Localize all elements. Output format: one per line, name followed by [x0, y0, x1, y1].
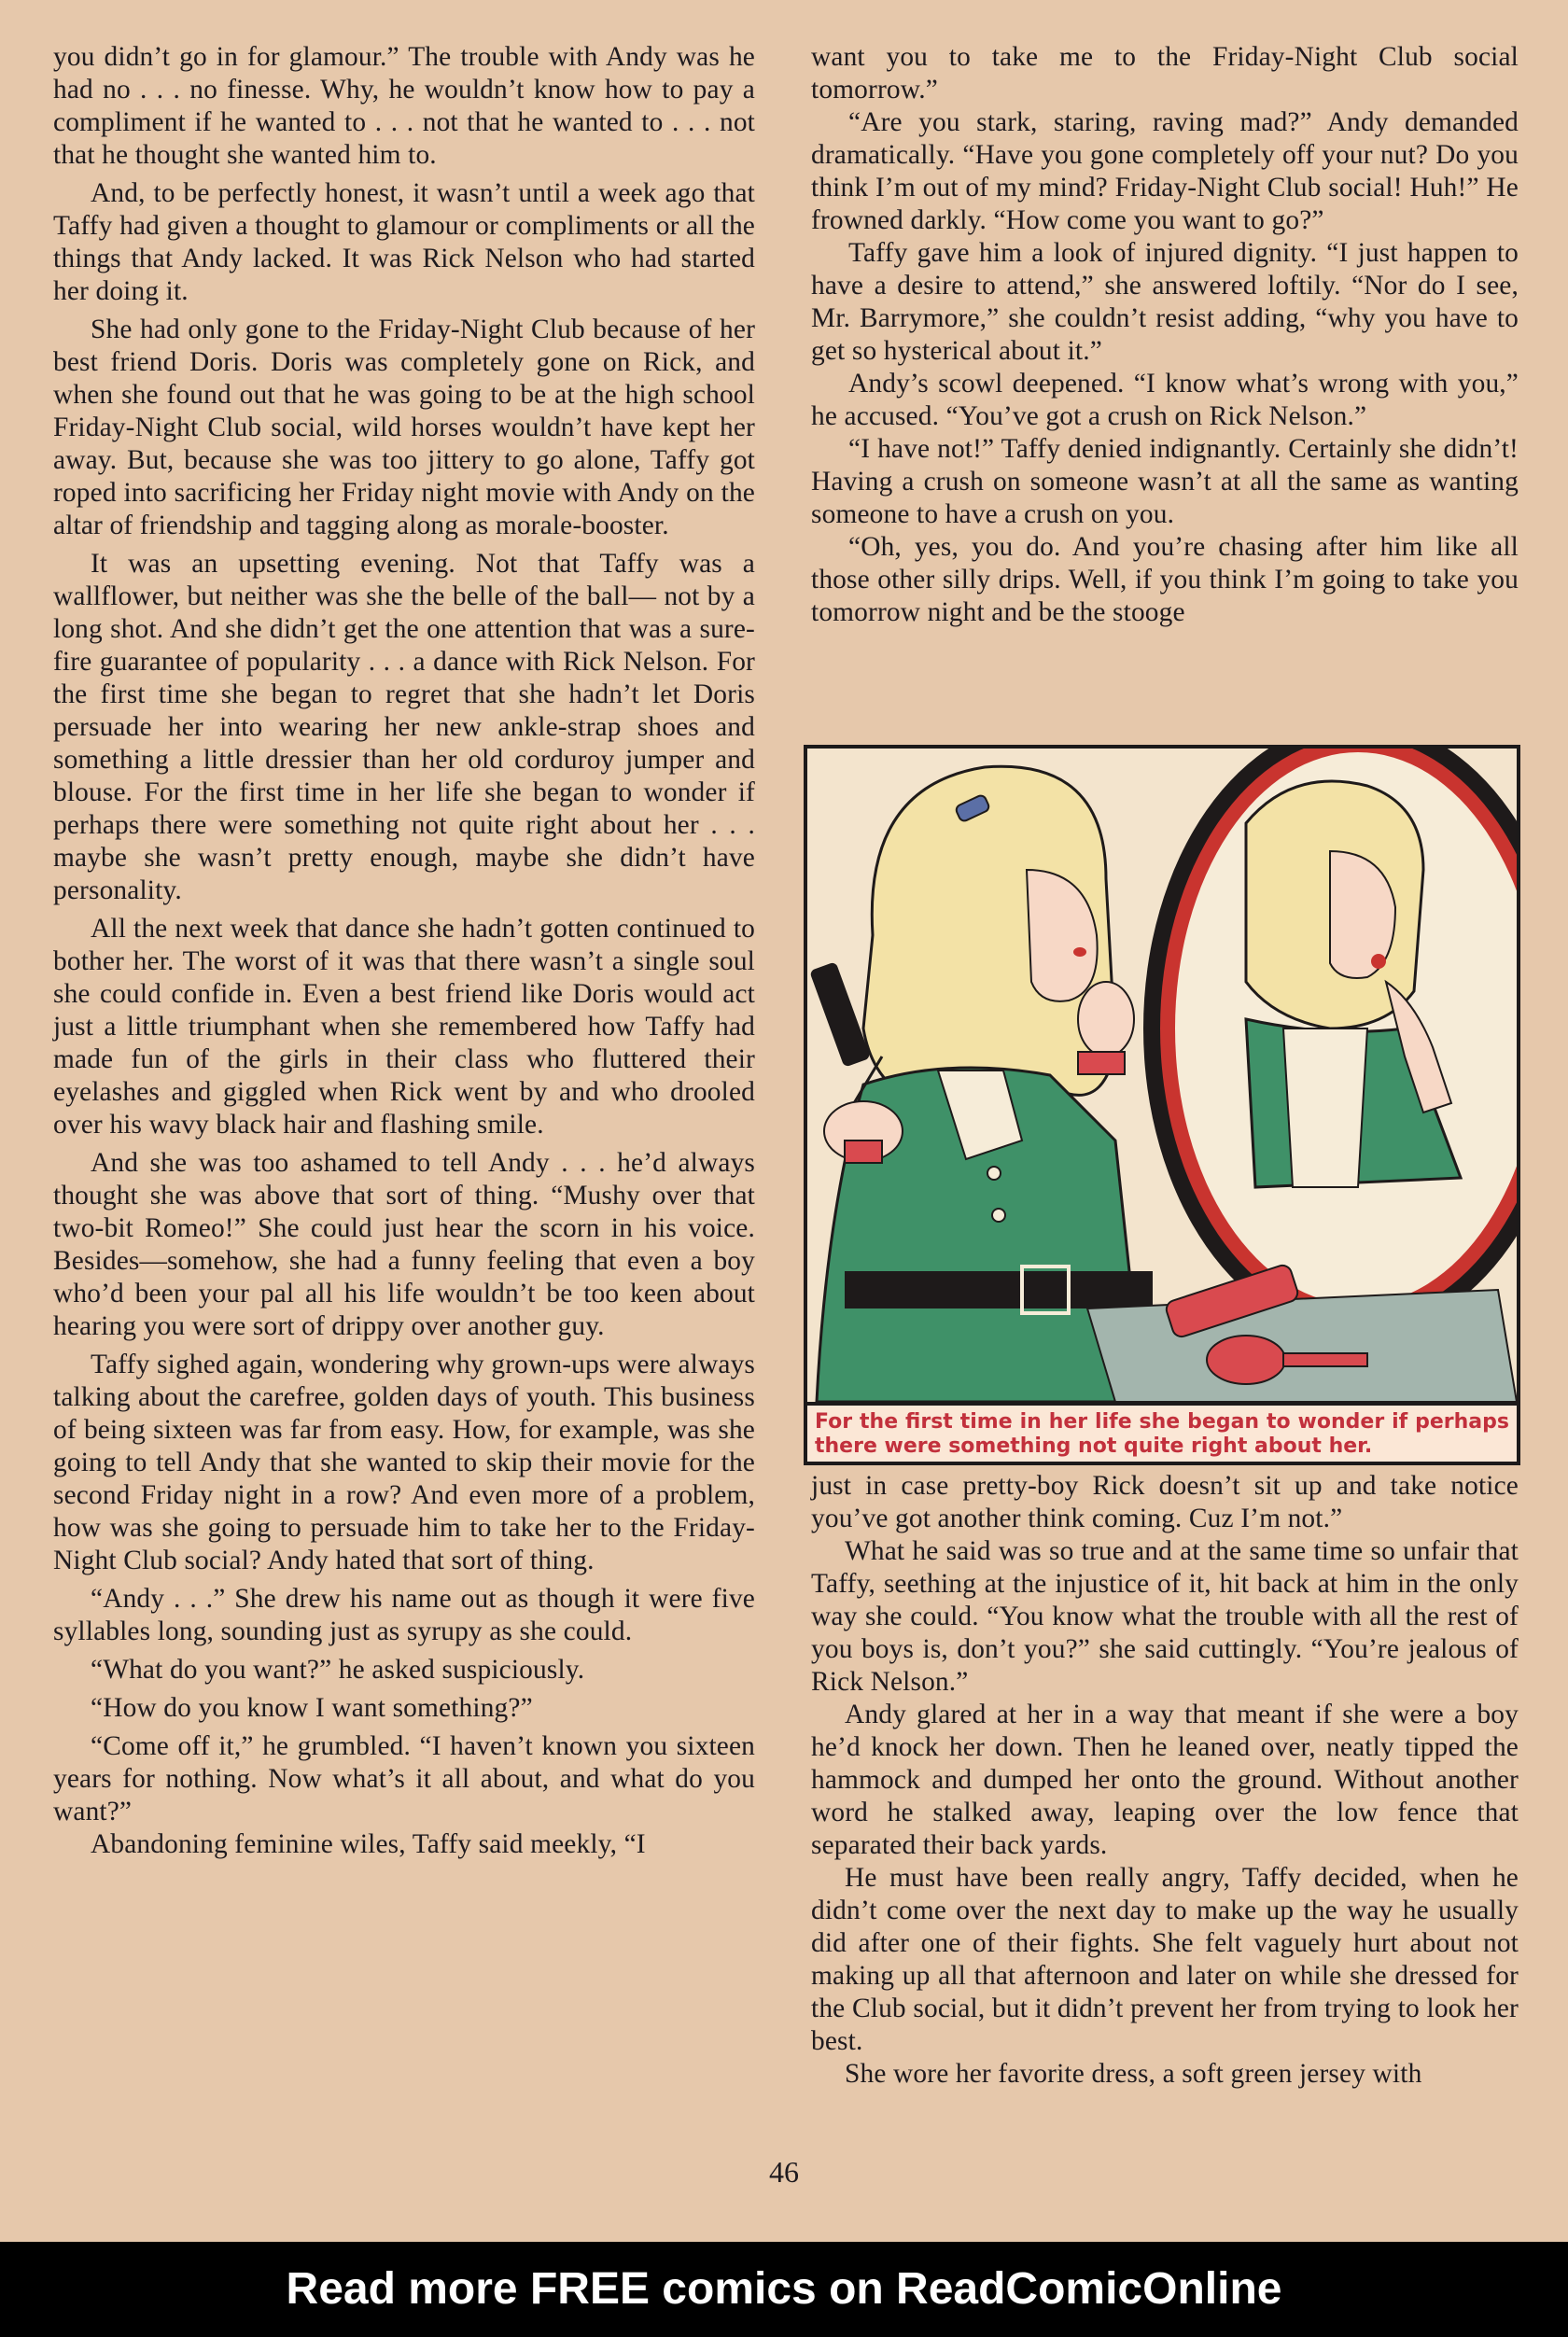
page-number: 46 [769, 2155, 799, 2189]
paragraph: just in case pretty-boy Rick doesn’t sit up and take notice you’ve got another think coming. Cuz I’m not.” [811, 1471, 1519, 1533]
paragraph: Abandoning feminine wiles, Taffy said meekly, “I [91, 1829, 646, 1859]
paragraph: What he said was so true and at the same time so unfair that Taffy, seething at the injustice of it, hit back at him in the only way she could. “You know what the trouble with all the rest of you boys is, don’t you?” she said cuttingly. “You’re jealous of Rick Nelson.” [811, 1536, 1519, 1697]
paragraph: All the next week that dance she hadn’t gotten continued to bother her. The worst of it was that there wasn’t a single soul she could confide in. Even a best friend like Doris would act just a little triumphant when she remembered how Taffy had made fun of the girls in their class who fluttered their eyelashes and giggled when Rick went by and who drooled over his wavy black hair and flashing smile. [53, 914, 755, 1140]
story-column-left [53, 41, 755, 1861]
paragraph: He must have been really angry, Taffy decided, when he didn’t come over the next day to make up the way he usually did after one of their fights. She felt vaguely hurt about not making up all that afternoon and later on while she dressed for the Club social, but it didn’t prevent her from trying to look her best. [811, 1863, 1519, 2056]
paragraph: She had only gone to the Friday-Night Club because of her best friend Doris. Doris was completely gone on Rick, and when she found out that he was going to be at the high school Friday-Night Club social, wild horses wouldn’t have kept her away. But, because she was too jittery to go alone, Taffy got roped into sacrificing her Friday night movie with Andy on the altar of friendship and tagging along as morale-booster. [53, 315, 755, 540]
paragraph: It was an upsetting evening. Not that Taffy was a wallflower, but neither was she the belle of the ball— not by a long shot. And she didn’t get the one attention that was a sure-fire guarantee of popularity . . . a dance with Rick Nelson. For the first time she began to regret that she hadn’t let Doris persuade her into wearing her new ankle-strap shoes and something a little dressier than her old corduroy jumper and blouse. For the first time in her life she began to wonder if perhaps there were something not quite right about her . . . maybe she wasn’t pretty enough, maybe she didn’t have personality. [53, 549, 755, 905]
paragraph: “Are you stark, staring, raving mad?” Andy demanded dramatically. “Have you gone completely off your nut? Do you think I’m out of my mind? Friday-Night Club social! Huh!” He frowned darkly. “How come you want to go?” [811, 107, 1519, 235]
paragraph: “Come off it,” he grumbled. “I haven’t known you sixteen years for nothing. Now what’s it all about, and what do you want?” [53, 1731, 755, 1826]
paragraph: Taffy gave him a look of injured dignity. “I just happen to have a desire to attend,” she answered loftily. “Nor do I see, Mr. Barrymore,” she couldn’t resist adding, “why you have to get so hysterical about it.” [811, 238, 1519, 366]
paragraph: “Andy . . .” She drew his name out as though it were five syllables long, sounding just as syrupy as she could. [53, 1584, 755, 1646]
paragraph: “How do you know I want something?” [91, 1693, 533, 1723]
paragraph: “Oh, yes, you do. And you’re chasing after him like all those other silly drips. Well, if you think I’m going to take you tomorrow night and be the stooge [811, 532, 1519, 627]
story-column-right-top [811, 41, 1519, 629]
paragraph: And she was too ashamed to tell Andy . . . he’d always thought she was above that sort of thing. “Mushy over that two-bit Romeo!” She could just hear the scorn in his voice. Besides—somehow, she had a funny feeling that even a boy who’d been your pal all his life wouldn’t be too keen about hearing you were sort of drippy over another guy. [53, 1148, 755, 1341]
panel-illustration [807, 749, 1517, 1402]
dresser-top [1087, 1290, 1517, 1402]
paragraph: Andy glared at her in a way that meant if she were a boy he’d knock her down. Then he leaned over, neatly tipped the hammock and dumped her onto the ground. Without another word he stalked away, leaping over the low fence that separated their back yards. [811, 1700, 1519, 1860]
paragraph: “I have not!” Taffy denied indignantly. Certainly she didn’t! Having a crush on someone wasn’t at all the same as wanting someone to have a crush on you. [811, 434, 1519, 529]
paragraph: want you to take me to the Friday-Night Club social tomorrow.” [811, 42, 1519, 105]
paragraph: you didn’t go in for glamour.” The trouble with Andy was he had no . . . no finesse. Why, he wouldn’t know how to pay a compliment if he wanted to . . . not that he wanted to . . . not that he thought she wanted him to. [53, 42, 755, 170]
paragraph: Andy’s scowl deepened. “I know what’s wrong with you,” he accused. “You’ve got a crush on Rick Nelson.” [811, 369, 1519, 431]
panel-caption: For the first time in her life she began to wonder if perhaps there were something not quite right about her. [807, 1402, 1517, 1462]
hand-mirror [1207, 1336, 1285, 1384]
paragraph: “What do you want?” he asked suspiciously. [91, 1655, 585, 1685]
paragraph: Taffy sighed again, wondering why grown-ups were always talking about the carefree, golden days of youth. This business of being sixteen was far from easy. How, for example, was she going to tell Andy that she wanted to skip their movie for the second Friday night in a row? And even more of a problem, how was she going to persuade him to take her to the Friday-Night Club social? Andy hated that sort of thing. [53, 1350, 755, 1575]
paragraph: And, to be perfectly honest, it wasn’t until a week ago that Taffy had given a thought to glamour or compliments or all the things that Andy lacked. It was Rick Nelson who had started her doing it. [53, 178, 755, 306]
comic-panel [804, 745, 1520, 1465]
promo-banner-link[interactable]: Read more FREE comics on ReadComicOnline [0, 2242, 1568, 2337]
paragraph: She wore her favorite dress, a soft green jersey with [845, 2059, 1422, 2089]
story-column-right-bottom [811, 1470, 1519, 2091]
